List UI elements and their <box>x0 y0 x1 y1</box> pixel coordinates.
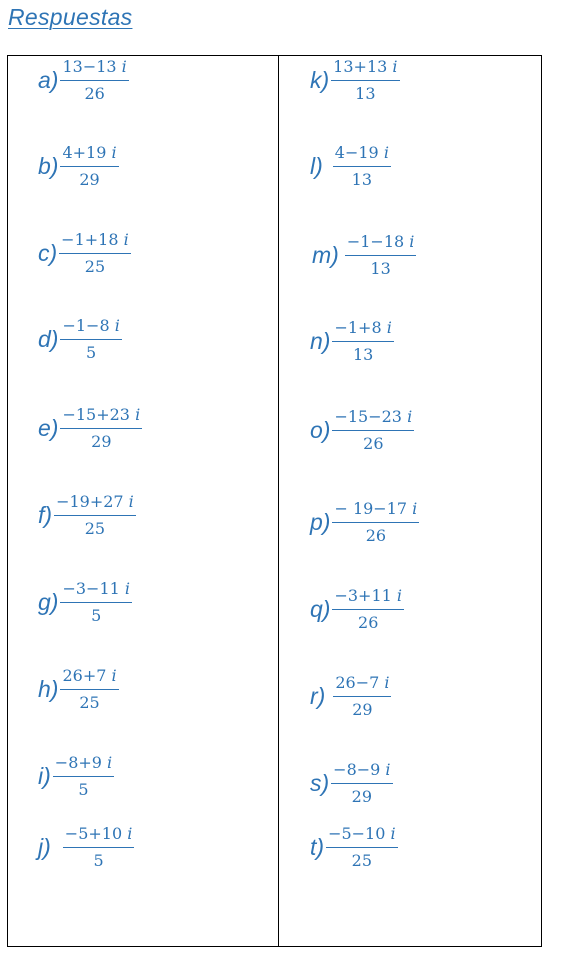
answer-f <box>38 494 136 538</box>
answer-denominator: 5 <box>53 776 114 799</box>
answer-numerator: − 19−17 𝑖 <box>334 499 418 518</box>
answer-denominator: 29 <box>60 428 142 451</box>
answer-letter: h) <box>38 676 59 703</box>
answer-e <box>38 407 142 451</box>
answer-denominator: 13 <box>331 80 399 103</box>
answer-numerator: 26+7 𝑖 <box>62 666 117 685</box>
answer-numerator: 26−7 𝑖 <box>335 673 390 692</box>
answer-fraction <box>60 668 118 712</box>
answer-d <box>38 318 122 362</box>
answer-l <box>310 145 391 189</box>
answer-denominator: 29 <box>331 783 392 806</box>
answer-letter: f) <box>38 502 53 529</box>
answer-numerator: −15−23 𝑖 <box>334 407 413 426</box>
answer-numerator: 13−13 𝑖 <box>62 57 127 76</box>
answer-fraction <box>345 234 417 278</box>
answer-letter: q) <box>310 596 331 623</box>
answer-fraction <box>333 145 391 189</box>
answer-letter: t) <box>310 834 325 861</box>
answer-n <box>310 320 394 364</box>
answer-denominator: 26 <box>60 80 128 103</box>
answer-i <box>38 755 114 799</box>
answer-numerator: −3−11 𝑖 <box>62 579 131 598</box>
answer-numerator: 13+13 𝑖 <box>333 57 398 76</box>
answer-denominator: 26 <box>332 522 419 545</box>
answer-denominator: 5 <box>60 339 121 362</box>
answer-s <box>310 762 393 806</box>
answer-fraction <box>331 762 392 806</box>
answer-denominator: 25 <box>60 689 118 712</box>
answer-denominator: 25 <box>54 515 136 538</box>
answer-h <box>38 668 119 712</box>
answer-numerator: −5+10 𝑖 <box>64 824 133 843</box>
answer-fraction <box>53 755 114 799</box>
column-divider <box>278 56 279 946</box>
answer-letter: c) <box>38 240 58 267</box>
answer-fraction <box>60 59 128 103</box>
answer-denominator: 29 <box>60 166 118 189</box>
answer-letter: o) <box>310 417 331 444</box>
answer-fraction <box>60 318 121 362</box>
answer-fraction <box>333 675 391 719</box>
answer-fraction <box>60 145 118 189</box>
answer-fraction <box>54 494 136 538</box>
answer-numerator: −1−18 𝑖 <box>346 232 415 251</box>
answer-fraction <box>60 407 142 451</box>
answer-letter: g) <box>38 589 59 616</box>
answer-numerator: −19+27 𝑖 <box>56 492 134 511</box>
answer-denominator: 5 <box>63 847 135 870</box>
answer-denominator: 13 <box>345 255 417 278</box>
answer-o <box>310 409 414 453</box>
answer-letter: e) <box>38 415 59 442</box>
answer-fraction <box>332 409 414 453</box>
answer-letter: m) <box>312 242 339 269</box>
answer-fraction <box>332 501 419 545</box>
answer-letter: b) <box>38 153 59 180</box>
answer-r <box>310 675 391 719</box>
answer-fraction <box>60 581 132 625</box>
answer-fraction <box>63 826 135 870</box>
answer-fraction <box>332 588 404 632</box>
answer-denominator: 26 <box>332 430 414 453</box>
answer-k <box>310 59 400 103</box>
answer-numerator: −1−8 𝑖 <box>62 316 120 335</box>
answer-letter: r) <box>310 683 326 710</box>
answer-denominator: 25 <box>326 847 398 870</box>
answer-numerator: −8+9 𝑖 <box>54 753 113 772</box>
answer-p <box>310 501 419 545</box>
answer-denominator: 5 <box>60 602 132 625</box>
answer-fraction <box>332 320 393 364</box>
answer-letter: a) <box>38 67 59 94</box>
answer-letter: s) <box>310 770 330 797</box>
answer-denominator: 26 <box>332 609 404 632</box>
answer-numerator: −1+8 𝑖 <box>334 318 392 337</box>
answer-numerator: 4−19 𝑖 <box>334 143 389 162</box>
answer-numerator: −15+23 𝑖 <box>62 405 141 424</box>
answer-letter: n) <box>310 328 331 355</box>
answer-denominator: 25 <box>59 253 131 276</box>
page-title: Respuestas <box>8 4 133 30</box>
answer-m <box>312 234 416 278</box>
answer-q <box>310 588 404 632</box>
answer-c <box>38 232 131 276</box>
answer-fraction <box>59 232 131 276</box>
answer-denominator: 29 <box>333 696 391 719</box>
answer-letter: i) <box>38 763 51 790</box>
answer-fraction <box>331 59 399 103</box>
answer-letter: p) <box>310 509 331 536</box>
answer-numerator: 4+19 𝑖 <box>62 143 117 162</box>
answer-letter: k) <box>310 67 330 94</box>
answer-denominator: 13 <box>332 341 393 364</box>
answer-t <box>310 826 398 870</box>
answer-b <box>38 145 119 189</box>
answer-g <box>38 581 132 625</box>
answer-numerator: −5−10 𝑖 <box>328 824 396 843</box>
answer-j <box>38 826 134 870</box>
answer-numerator: −1+18 𝑖 <box>61 230 129 249</box>
answer-numerator: −8−9 𝑖 <box>333 760 391 779</box>
answer-letter: d) <box>38 326 59 353</box>
answer-letter: l) <box>310 153 323 180</box>
answer-a <box>38 59 129 103</box>
answer-denominator: 13 <box>333 166 391 189</box>
answer-numerator: −3+11 𝑖 <box>334 586 403 605</box>
answer-fraction <box>326 826 398 870</box>
answer-letter: j) <box>38 834 51 861</box>
